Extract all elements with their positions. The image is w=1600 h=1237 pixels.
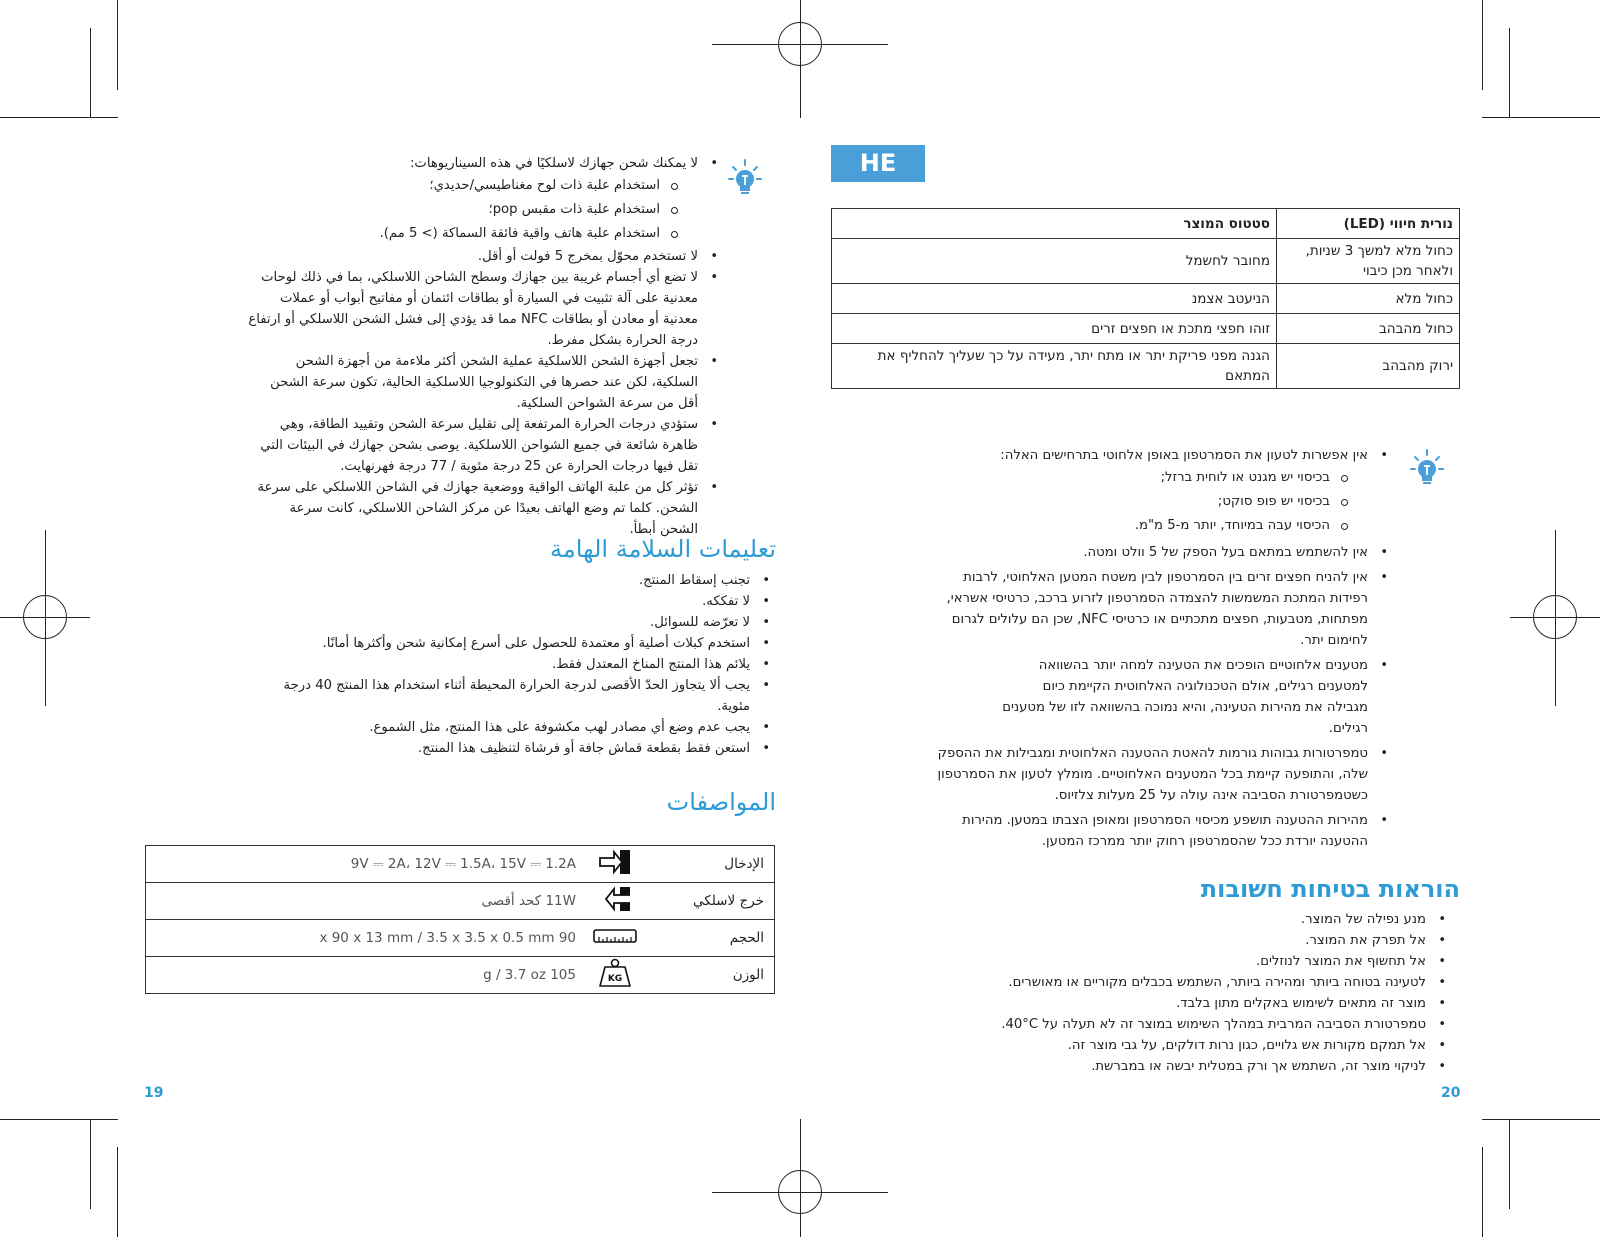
specs-table: [145, 845, 775, 994]
led-cell: כחול מהבהב: [1277, 314, 1460, 344]
list-item: استخدام علبة ذات لوح مغناطيسي/حديدي؛: [248, 174, 698, 198]
ruler-icon: [593, 927, 637, 945]
list-item: • لا تضع أي أجسام غريبة بين جهازك وسطح الشاحن اللاسلكي، بما في ذلك لوحات معدنية على آلة تثبيت في السيارة أو بطاقات ائتمان أو مفاتيح أبواب أو عملات معدنية أو معادن أو بطاقات NFC مما قد يؤدي إلى فشل الشحن اللاسلكي أو ارتفاع درجة الحرارة بشكل مفرط.: [248, 267, 722, 351]
list-item: [930, 445, 1392, 538]
list-item: • تؤثر كل من علبة الهاتف الواقية ووضعية جهازك في الشاحن اللاسلكي على سرعة الشحن. كلما تم وضع الهاتف بعيدًا عن مركز الشاحن اللاسلكي، كانت سرعة الشحن أبطأ.: [248, 477, 722, 540]
input-arrow-icon: [598, 849, 632, 875]
he-safety-title: הוראות בטיחות חשובות: [1200, 875, 1460, 903]
list-item: استخدام علبة هاتف واقية فائقة السماكة (> 5 مم).: [248, 222, 698, 246]
spec-label: الوزن: [648, 957, 775, 994]
list-item: • ستؤدي درجات الحرارة المرتفعة إلى تقليل سرعة الشحن وتقييد الطاقة، وهي ظاهرة شائعة في جميع الشواحن اللاسلكية. يوصى بشحن جهازك في البيئات التي تقل فيها درجات الحرارة عن 25 درجة مئوية / 77 درجة فهرنهايت.: [248, 414, 722, 477]
tip-intro: אין אפשרות לטעון את הסמרטפון באופן אלחוטי בתרחישים האלה:: [1000, 448, 1368, 463]
list-item: • מוצר זה מתאים לשימוש באקלים מתון בלבד.: [900, 993, 1450, 1014]
led-cell: ירוק מהבהב: [1277, 344, 1460, 389]
list-item: הכיסוי עבה במיוחד, יותר מ-5 מ"מ.: [930, 514, 1368, 538]
weight-icon-text: KG: [607, 974, 623, 984]
list-item: • מנע נפילה של המוצר.: [900, 909, 1450, 930]
status-cell: הניעטב אצמנ: [832, 284, 1277, 314]
spec-value: 11W كحد أقصى: [146, 883, 583, 920]
ar-safety: [250, 570, 774, 759]
list-item: • לטעינה בטוחה ביותר ומהירה ביותר, השתמש בכבלים מקוריים או מאושרים.: [900, 972, 1450, 993]
ar-tips: [248, 153, 722, 540]
he-tips-list: [930, 445, 1392, 852]
spec-label: الحجم: [648, 920, 775, 957]
led-cell: כחול מלא למשך 3 שניות, ולאחר מכן כיבוי: [1277, 239, 1460, 284]
ar-safety-list: [250, 570, 774, 759]
led-cell: כחול מלא: [1277, 284, 1460, 314]
he-safety: [900, 909, 1450, 1077]
spec-label: خرج لاسلكي: [648, 883, 775, 920]
ar-tips-list: [248, 153, 722, 540]
list-item: • يلائم هذا المنتج المناخ المعتدل فقط.: [250, 654, 774, 675]
spec-label: الإدخال: [648, 846, 775, 883]
header-led: נורית חיווי (LED): [1277, 209, 1460, 239]
list-item: • אל תמקם מקורות אש גלויים, כגון נרות דולקים, על גבי מוצר זה.: [900, 1035, 1450, 1056]
list-item: • טמפרטורת הסביבה המרבית במהלך השימוש במוצר זה לא תעלה על 40°C.: [900, 1014, 1450, 1035]
list-item: • אל תחשוף את המוצר לנוזלים.: [900, 951, 1450, 972]
list-item: • אל תפרק את המוצר.: [900, 930, 1450, 951]
list-item: • מהירות ההטענה תושפע מכיסוי הסמרטפון ומאופן הצבתו במטען. מהירות ההטענה יורדת ככל שהסמרטפון רחוק יותר ממרכז המטען.: [930, 810, 1392, 852]
table-row: [832, 284, 1460, 314]
output-arrow-icon: [598, 886, 632, 912]
status-cell: זוהו חפצי מתכת או חפצים זרים: [832, 314, 1277, 344]
ar-safety-title: تعليمات السلامة الهامة: [550, 535, 776, 563]
list-item: בכיסוי יש פופ סוקט;: [930, 490, 1368, 514]
lightbulb-tip-icon: [1410, 447, 1444, 487]
list-item: • لا تفككه.: [250, 591, 774, 612]
table-row: [146, 883, 775, 920]
list-item: استخدام علبة ذات مقبس pop؛: [248, 198, 698, 222]
table-row: [832, 239, 1460, 284]
table-row: [832, 344, 1460, 389]
tip-sublist: [930, 466, 1368, 538]
list-item: • מטענים אלחוטיים הופכים את הטעינה למחה יותר בהשוואה למטענים רגילים, אולם הטכנולוגיה האלחוטית הקיימת כיום מגבילה את מהירות הטעינה, והיא נמוכה בהשוואה לזו של מטענים רגילים.: [930, 655, 1392, 739]
ar-specs-title: المواصفات: [666, 788, 776, 816]
spec-value: 105 g / 3.7 oz: [146, 957, 583, 994]
page-number-left: 19: [144, 1085, 164, 1101]
list-item: • لا تستخدم محوّل بمخرج 5 فولت أو أقل.: [248, 246, 722, 267]
status-cell: הגנה מפני פריקת יתר או מתח יתר, מעידה על כך שעליך להחליף את המתאם: [832, 344, 1277, 389]
weight-icon: [598, 958, 632, 988]
spec-value: 9V ⎓ 2A، 12V ⎓ 1.5A، 15V ⎓ 1.2A: [146, 846, 583, 883]
spec-icon-cell: [582, 957, 648, 994]
list-item: • لا تعرّضه للسوائل.: [250, 612, 774, 633]
led-status-table: [831, 208, 1460, 389]
list-item: • تجعل أجهزة الشحن اللاسلكية عملية الشحن أكثر ملاءمة من أجهزة الشحن السلكية، لكن عند حصرها في التكنولوجيا اللاسلكية الحالية، تكون سرعة الشحن أقل من سرعة الشواحن السلكية.: [248, 351, 722, 414]
spec-icon-cell: [582, 846, 648, 883]
list-item: • استخدم كبلات أصلية أو معتمدة للحصول على أسرع إمكانية شحن وأكثرها أمانًا.: [250, 633, 774, 654]
lightbulb-tip-icon: [728, 157, 762, 197]
table-row: [146, 957, 775, 994]
spec-icon-cell: [582, 920, 648, 957]
list-item: • تجنب إسقاط المنتج.: [250, 570, 774, 591]
table-row: [146, 846, 775, 883]
spec-icon-cell: [582, 883, 648, 920]
list-item: • לניקוי מוצר זה, השתמש אך ורק במטלית יבשה או במברשת.: [900, 1056, 1450, 1077]
list-item: • אין להשתמש במתאם בעל הספק של 5 וולט ומטה.: [930, 542, 1392, 563]
he-safety-list: [900, 909, 1450, 1077]
language-tab: HE: [831, 145, 925, 182]
spec-value: 90 x 90 x 13 mm / 3.5 x 3.5 x 0.5 mm: [146, 920, 583, 957]
list-item: [248, 153, 722, 246]
list-item: • يجب عدم وضع أي مصادر لهب مكشوفة على هذا المنتج، مثل الشموع.: [250, 717, 774, 738]
table-header-row: [832, 209, 1460, 239]
table-row: [832, 314, 1460, 344]
header-status: סטטוס המוצר: [832, 209, 1277, 239]
status-cell: מחובר לחשמל: [832, 239, 1277, 284]
tip-sublist: [248, 174, 698, 246]
list-item: • استعن فقط بقطعة قماش جافة أو فرشاة لتنظيف هذا المنتج.: [250, 738, 774, 759]
list-item: • يجب ألا يتجاوز الحدّ الأقصى لدرجة الحرارة المحيطة أثناء استخدام هذا المنتج 40 درجة مئوية.: [250, 675, 774, 717]
he-tips: [930, 445, 1392, 852]
list-item: • אין להניח חפצים זרים בין הסמרטפון לבין משטח המטען האלחוטי, לרבות רפידות המתכת המשמשות להצמדה הסמרטפון לזרוע ברכב, כרטיסי אשראי, מפתחות, מטבעות, חפצים מתכתיים או כרטיסי NFC, שכן הם עלולים לגרום לחימום יתר.: [930, 567, 1392, 651]
page-number-right: 20: [1441, 1085, 1461, 1101]
list-item: בכיסוי יש מגנט או לוחית ברזל;: [930, 466, 1368, 490]
table-row: [146, 920, 775, 957]
list-item: • טמפרטורות גבוהות גורמות להאטת ההטענה האלחוטית ומגבילות את ההספק שלה, והתופעה קיימת בכל המטענים האלחוטיים. מומלץ לטעון את הסמרטפון כשטמפרטורת הסביבה אינה עולה על 25 מעלות צלזיוס.: [930, 743, 1392, 806]
tip-intro: لا يمكنك شحن جهازك لاسلكيًا في هذه السيناريوهات:: [409, 156, 698, 171]
